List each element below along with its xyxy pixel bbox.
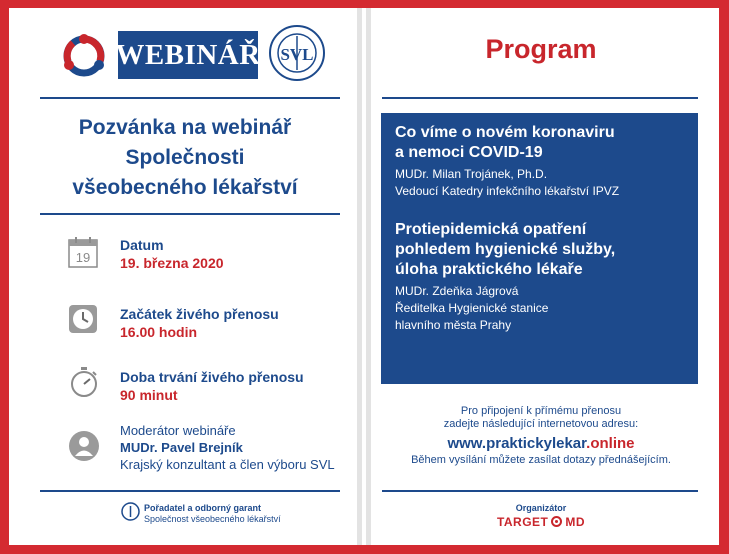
talk-2-speaker: MUDr. Zdeňka Jágrová (395, 284, 519, 298)
target-md-logo: TARGET MD (496, 515, 586, 529)
talk-1-title: Co víme o novém koronaviru a nemoci COVID-19 (395, 124, 615, 161)
moderator-info (120, 422, 335, 473)
program-divider (382, 97, 698, 99)
svl-seal-icon (268, 24, 326, 82)
header-divider (40, 97, 340, 99)
date-value: 19. března 2020 (120, 255, 224, 271)
start-value: 16.00 hodin (120, 324, 198, 340)
svl-small-seal-icon (121, 502, 140, 521)
column-divider (357, 8, 371, 545)
target-dot-icon (551, 516, 562, 527)
calendar-icon (68, 236, 98, 268)
talk-1-speaker: MUDr. Milan Trojánek, Ph.D. (395, 167, 548, 181)
moderator-role: Krajský konzultant a člen výboru SVL (120, 457, 335, 472)
connect-divider (382, 490, 698, 492)
program-box (381, 113, 698, 384)
svg-text:19: 19 (75, 250, 91, 265)
date-info (120, 236, 224, 272)
talk-2-title: Protiepidemická opatření pohledem hygienické služby, úloha praktického lékaře (395, 221, 616, 278)
guarantor-org: Společnost všeobecného lékařství (144, 514, 281, 524)
stopwatch-icon (69, 366, 99, 398)
guarantor-label: Pořadatel a odborný garant (144, 503, 262, 513)
clock-icon (68, 304, 98, 334)
moderator-name: MUDr. Pavel Brejník (120, 440, 243, 455)
title-divider (40, 213, 340, 215)
svl-ring-logo-icon (59, 33, 109, 79)
organizer-label: Organizátor (515, 503, 567, 513)
date-label: Datum (120, 237, 164, 253)
duration-value: 90 minut (120, 387, 178, 403)
person-icon (68, 430, 100, 462)
duration-label: Doba trvání živého přenosu (120, 369, 304, 385)
program-heading: Program (485, 34, 597, 64)
start-info (120, 305, 279, 341)
talk-2-role: Ředitelka Hygienické stanice hlavního města Prahy (395, 301, 549, 332)
webinar-badge: WEBINÁŘ (118, 31, 258, 79)
svg-text:SVL: SVL (280, 45, 314, 64)
start-label: Začátek živého přenosu (120, 306, 279, 322)
webinar-url-link[interactable]: www.praktickylekar.online (447, 435, 635, 452)
moderator-label: Moderátor webináře (120, 423, 236, 438)
duration-info (120, 368, 304, 404)
invitation-title: Pozvánka na webinář Společnosti všeobecného lékařství (72, 116, 298, 199)
moderator-divider (40, 490, 340, 492)
questions-note: Během vysílání můžete zasílat dotazy přednášejícím. (411, 454, 671, 466)
organizer-guarantor (144, 503, 281, 525)
connect-instructions: Pro připojení k přímému přenosu zadejte následující internetovou adresu: (443, 405, 639, 430)
talk-1-role: Vedoucí Katedry infekčního lékařství IPVZ (395, 184, 620, 198)
